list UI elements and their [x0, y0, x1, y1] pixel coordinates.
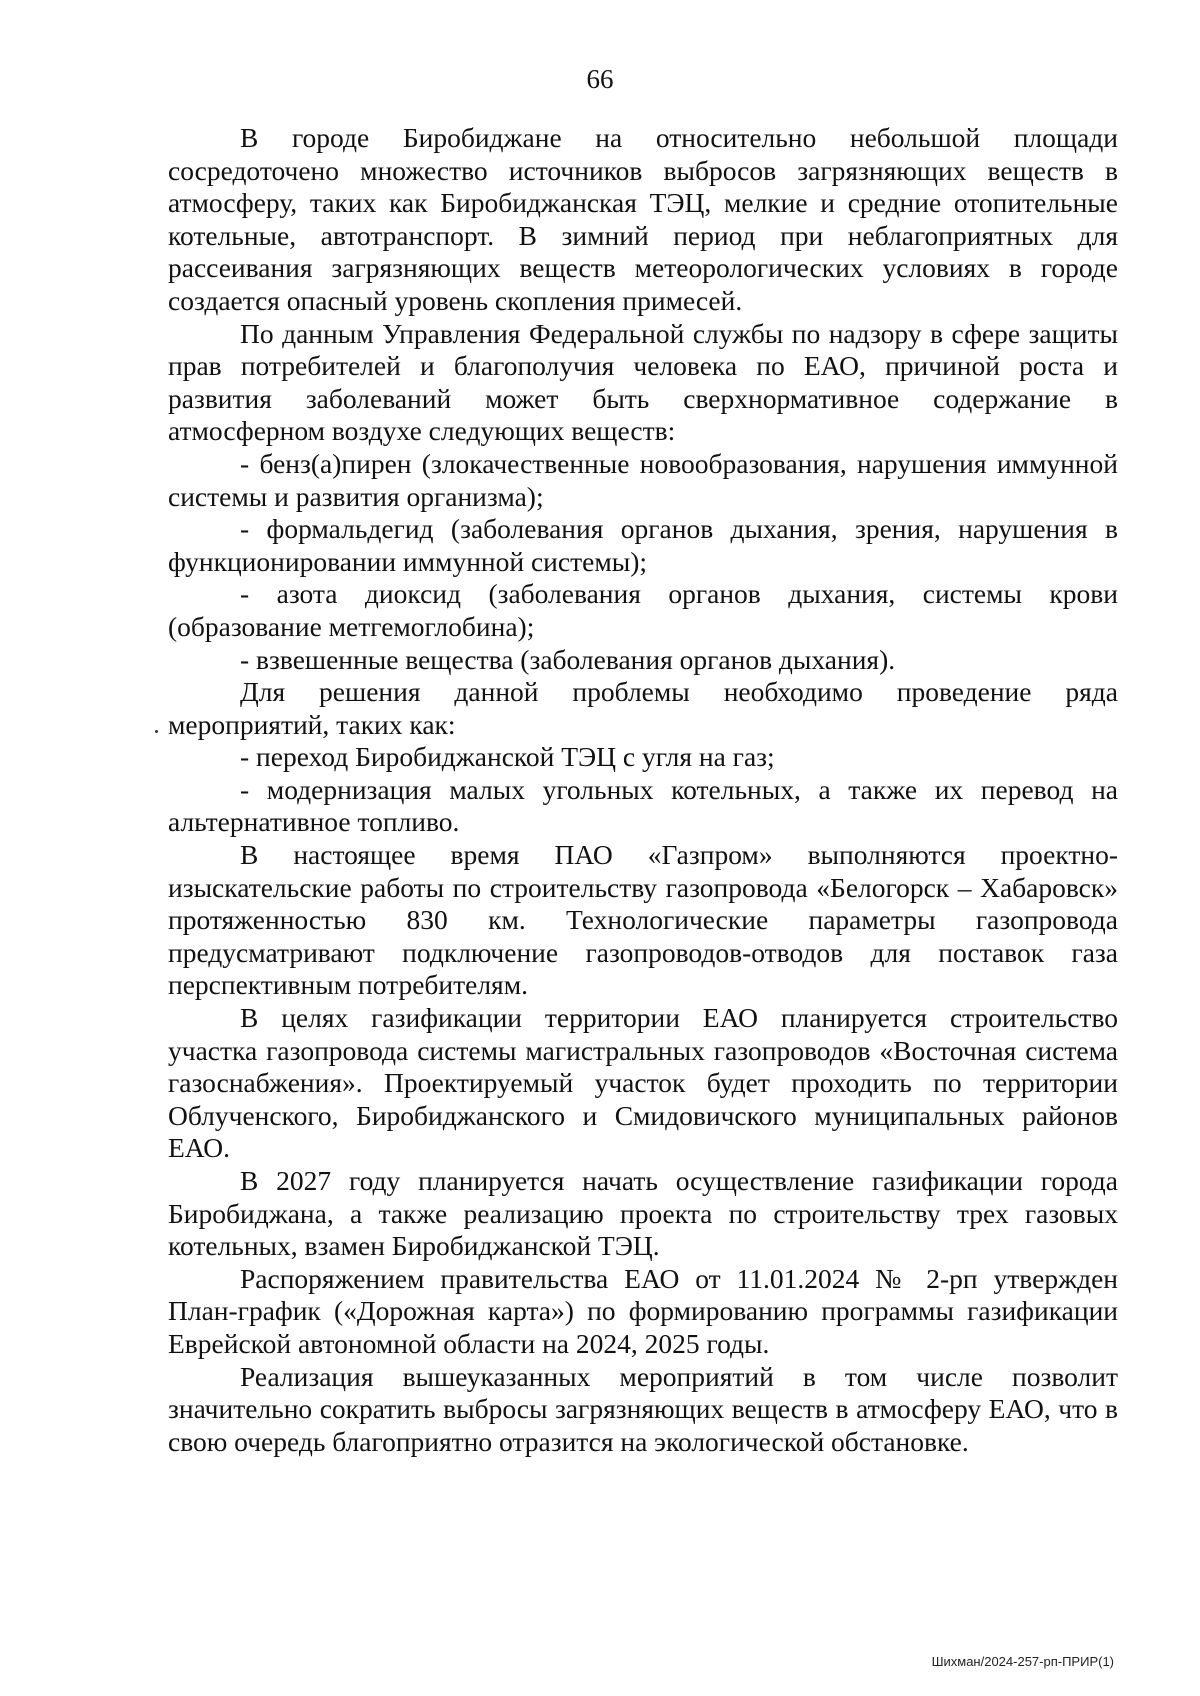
scan-speck: [155, 730, 158, 733]
paragraph: Для решения данной проблемы необходимо проведение ряда мероприятий, таких как:: [168, 676, 1118, 740]
document-footer-code: Шихман/2024-257-рп-ПРИР(1): [931, 1654, 1114, 1669]
paragraph: В настоящее время ПАО «Газпром» выполняются проектно-изыскательские работы по строительству газопровода «Белогорск – Хабаровск» протяженностью 830 км. Технологические параметры газопровода предусматривают подключение газопроводов-отводов для поставок газа перспективным потребителям.: [168, 839, 1118, 1001]
list-item: - бенз(а)пирен (злокачественные новообразования, нарушения иммунной системы и развития организма);: [168, 447, 1118, 512]
paragraph: В городе Биробиджане на относительно небольшой площади сосредоточено множество источников выбросов загрязняющих веществ в атмосферу, таких как Биробиджанская ТЭЦ, мелкие и средние отопительные котельные, автотранспорт. В зимний период при неблагоприятных для рассеивания загрязняющих веществ метеорологических условиях в городе создается опасный уровень скопления примесей.: [168, 122, 1118, 316]
paragraph: По данным Управления Федеральной службы по надзору в сфере защиты прав потребителей и благополучия человека по ЕАО, причиной роста и развития заболеваний может быть сверхнормативное содержание в атмосферном воздухе следующих веществ:: [168, 317, 1118, 447]
list-item: - модернизация малых угольных котельных, а также их перевод на альтернативное топливо.: [168, 773, 1118, 838]
paragraph: Реализация вышеуказанных мероприятий в том числе позволит значительно сократить выбросы загрязняющих веществ в атмосферу ЕАО, что в свою очередь благоприятно отразится на экологической обстановке.: [168, 1360, 1118, 1457]
page-number: 66: [586, 64, 614, 94]
document-body: [168, 122, 1118, 1458]
list-item: - переход Биробиджанской ТЭЦ с угля на газ;: [240, 741, 775, 773]
paragraph: Распоряжением правительства ЕАО от 11.01.2024 № 2-рп утвержден План-график («Дорожная карта») по формированию программы газификации Еврейской автономной области на 2024, 2025 годы.: [168, 1262, 1118, 1359]
paragraph: В целях газификации территории ЕАО планируется строительство участка газопровода системы магистральных газопроводов «Восточная система газоснабжения». Проектируемый участок будет проходить по территории Облученского, Биробиджанского и Смидовичского муниципальных районов ЕАО.: [168, 1002, 1118, 1164]
list-item: - формальдегид (заболевания органов дыхания, зрения, нарушения в функционировании иммунной системы);: [168, 513, 1118, 577]
paragraph: В 2027 году планируется начать осуществление газификации города Биробиджана, а также реализацию проекта по строительству трех газовых котельных, взамен Биробиджанской ТЭЦ.: [168, 1165, 1118, 1262]
list-item: - взвешенные вещества (заболевания органов дыхания).: [240, 643, 896, 675]
list-item: - азота диоксид (заболевания органов дыхания, системы крови (образование метгемоглобина);: [168, 578, 1118, 642]
